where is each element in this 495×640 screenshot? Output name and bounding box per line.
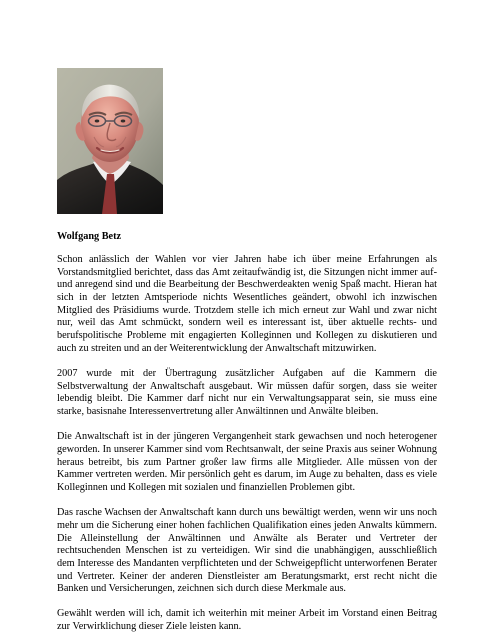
- statement-paragraph: Das rasche Wachsen der Anwaltschaft kann durch uns bewältigt werden, wenn wir uns noch mehr um die Sicherung einer hohen fachlichen Qualifikation eines jeden Anwalts kümmern. Die Alleinstellung der Anwältinnen und Anwälte als Berater und Vertreter der rechtsuchenden Menschen ist zu verteidigen. Wir sind die unabhängigen, ausschließlich dem Interesse des Mandanten verpflichteten und der Schweigepflicht unterworfenen Berater und Vertreter. Keiner der anderen Dienstleister am Beratungsmarkt, erst recht nicht die Banken und Versicherungen, zeichnen sich durch diese Merkmale aus.: [57, 507, 437, 595]
- candidate-name: Wolfgang Betz: [57, 231, 122, 242]
- statement-paragraph: Die Anwaltschaft ist in der jüngeren Vergangenheit stark gewachsen und noch heterogener geworden. In unserer Kammer sind vom Rechtsanwalt, der seine Praxis aus seiner Wohnung heraus betreibt, bis zum Partner großer law firms alle Mitglieder. Alle müssen von der Kammer vertreten werden. Mir persönlich geht es darum, im Auge zu behalten, dass es viele Kolleginnen und Kollegen mit sozialen und finanziellen Problemen gibt.: [57, 431, 437, 493]
- portrait-photo: [57, 68, 163, 214]
- statement-paragraph: Schon anlässlich der Wahlen vor vier Jahren habe ich über meine Erfahrungen als Vorstandsmitglied berichtet, dass das Amt zeitaufwändig ist, die Sitzungen nicht immer auf- und anregend sind und die Bearbeitung der Beschwerdeakten wenig Spaß macht. Hieran hat sich in der letzten Amtsperiode nichts Wesentliches geändert, obwohl ich inzwischen Mitglied des Präsidiums wurde. Trotzdem stelle ich mich erneut zur Wahl und zwar nicht nur, weil das Amt schmückt, sondern weil es interessant ist, über aktuelle rechts- und berufspolitische Probleme mit engagierten Kolleginnen und Kollegen zu diskutieren und auch zu streiten und an der Weiterentwicklung der Anwaltschaft mitzuwirken.: [57, 254, 437, 354]
- statement-paragraph: 2007 wurde mit der Übertragung zusätzlicher Aufgaben auf die Kammern die Selbstverwaltung der Anwaltschaft ausgebaut. Wir müssen dafür sorgen, dass sie weiter lebendig bleibt. Die Kammer darf nicht nur ein Verwaltungsapparat sein, sie muss eine starke, basisnahe Interessenvertretung aller Anwältinnen und Anwälte bleiben.: [57, 368, 437, 418]
- statement-text: [57, 231, 437, 634]
- statement-paragraph: Gewählt werden will ich, damit ich weiterhin mit meiner Arbeit im Vorstand einen Beitrag zur Verwirklichung dieser Ziele leisten kann.: [57, 608, 437, 633]
